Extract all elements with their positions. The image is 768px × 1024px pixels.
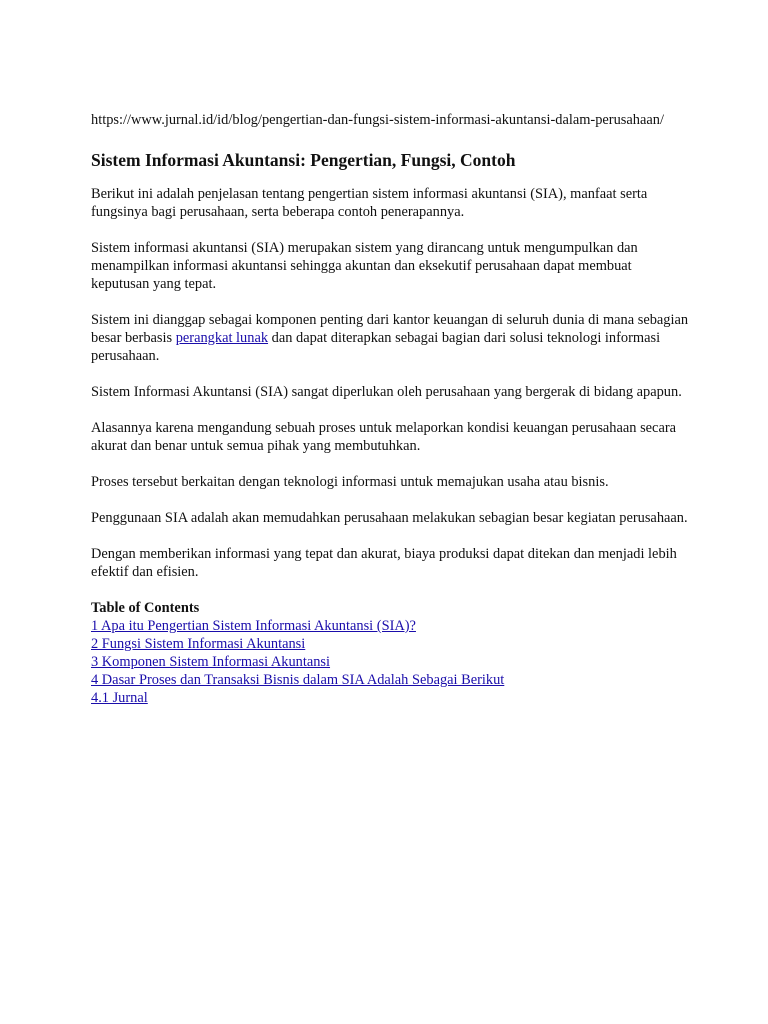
toc-link-fungsi[interactable]: 2 Fungsi Sistem Informasi Akuntansi	[91, 636, 306, 652]
paragraph-component-text-end: dan dapat diterapkan sebagai bagian dari solusi teknologi informasi perusahaan.	[91, 330, 661, 364]
toc-item	[91, 635, 691, 653]
toc-link-jurnal[interactable]: 4.1 Jurnal	[91, 690, 148, 706]
toc-list	[91, 617, 691, 707]
paragraph-reason: Alasannya karena mengandung sebuah proses untuk melaporkan kondisi keuangan perusahaan secara akurat dan benar untuk semua pihak yang membutuhkan.	[91, 420, 677, 454]
source-url: https://www.jurnal.id/id/blog/pengertian-dan-fungsi-sistem-informasi-akuntansi-dalam-perusahaan/	[91, 112, 664, 128]
paragraph-benefit: Dengan memberikan informasi yang tepat dan akurat, biaya produksi dapat ditekan dan menjadi lebih efektif dan efisien.	[91, 546, 677, 580]
toc-item	[91, 617, 691, 635]
paragraph-necessity: Sistem Informasi Akuntansi (SIA) sangat diperlukan oleh perusahaan yang bergerak di bidang apapun.	[91, 384, 682, 400]
toc-link-dasar-proses[interactable]: 4 Dasar Proses dan Transaksi Bisnis dalam SIA Adalah Sebagai Berikut	[91, 672, 505, 688]
table-of-contents	[91, 599, 691, 707]
paragraph-component	[91, 311, 691, 365]
toc-item	[91, 653, 691, 671]
paragraph-process: Proses tersebut berkaitan dengan teknologi informasi untuk memajukan usaha atau bisnis.	[91, 474, 609, 490]
paragraph-intro: Berikut ini adalah penjelasan tentang pengertian sistem informasi akuntansi (SIA), manfaat serta fungsinya bagi perusahaan, serta beberapa contoh penerapannya.	[91, 186, 648, 220]
perangkat-lunak-link[interactable]: perangkat lunak	[175, 330, 269, 346]
toc-link-pengertian[interactable]: 1 Apa itu Pengertian Sistem Informasi Akuntansi (SIA)?	[91, 618, 416, 634]
paragraph-component-text-start: Sistem ini dianggap sebagai komponen penting dari kantor keuangan di seluruh dunia di mana sebagian besar berbasis	[91, 312, 689, 346]
toc-link-komponen[interactable]: 3 Komponen Sistem Informasi Akuntansi	[91, 654, 331, 670]
toc-heading: Table of Contents	[91, 600, 200, 616]
toc-item	[91, 671, 691, 689]
document-page	[91, 111, 691, 707]
paragraph-usage: Penggunaan SIA adalah akan memudahkan perusahaan melakukan sebagian besar kegiatan perusahaan.	[91, 510, 688, 526]
page-title: Sistem Informasi Akuntansi: Pengertian, Fungsi, Contoh	[91, 150, 516, 170]
toc-item	[91, 689, 691, 707]
paragraph-definition: Sistem informasi akuntansi (SIA) merupakan sistem yang dirancang untuk mengumpulkan dan menampilkan informasi akuntansi sehingga akuntan dan eksekutif perusahaan dapat membuat keputusan yang tepat.	[91, 240, 638, 292]
